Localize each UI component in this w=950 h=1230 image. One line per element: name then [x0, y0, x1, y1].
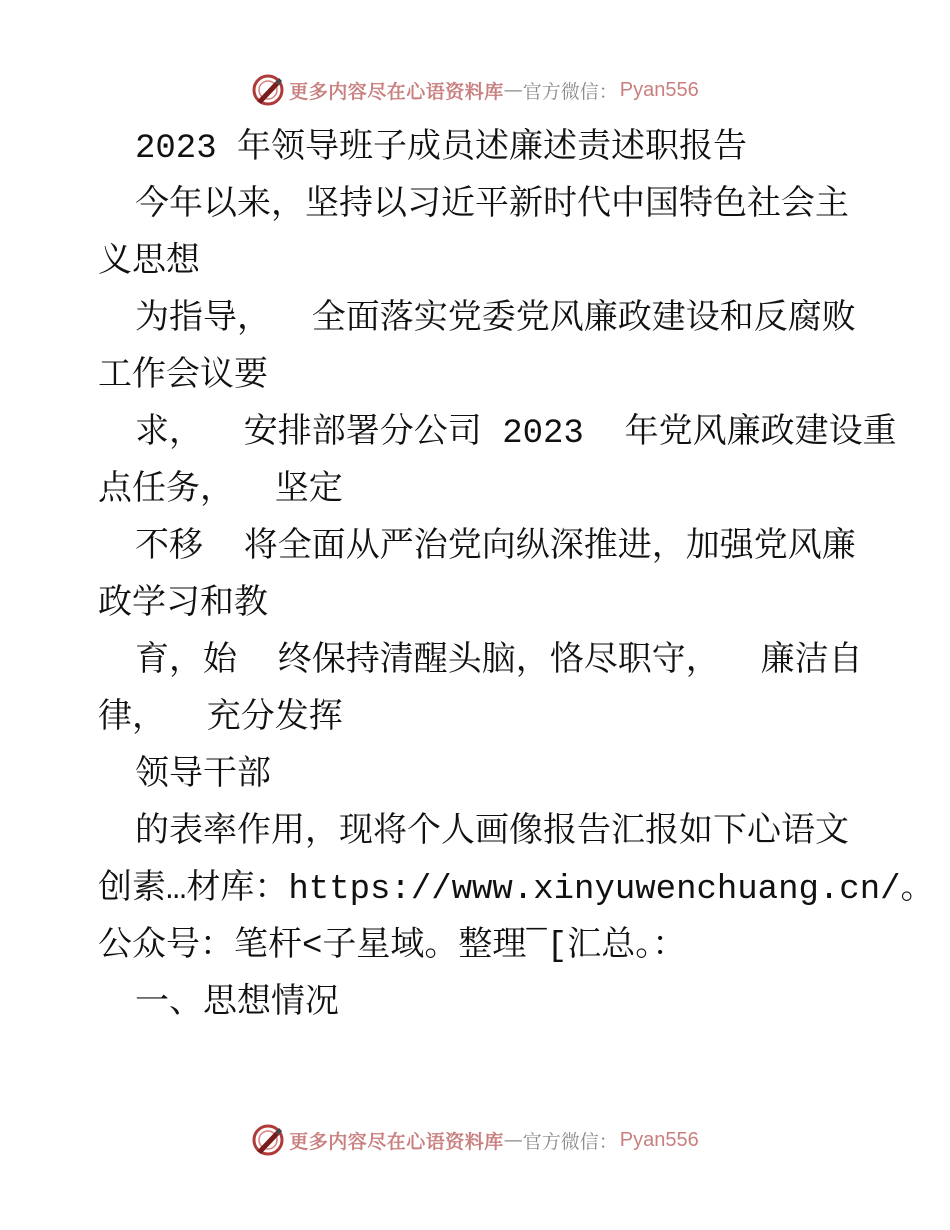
- text-line: 政学习和教: [98, 586, 268, 624]
- text-line: 育，始 终保持清醒头脑，恪尽职守， 廉洁自: [135, 643, 863, 681]
- banner-separator: —: [503, 79, 523, 101]
- red-pen-circle-logo-icon: [251, 73, 285, 107]
- text-line: 为指导， 全面落实党委党风廉政建设和反腐败: [135, 301, 856, 339]
- text-line: 的表率作用，现将个人画像报告汇报如下心语文: [135, 814, 849, 852]
- document-body: [98, 121, 935, 1033]
- text-line: 创素…材库：https://www.xinyuwenchuang.cn/。: [98, 871, 935, 909]
- banner-text: 更多内容尽在心语资料库: [289, 80, 504, 103]
- text-line: 一、思想情况: [135, 985, 339, 1023]
- banner-separator: —: [503, 1129, 523, 1151]
- red-pen-circle-logo-icon: [251, 1123, 285, 1157]
- banner-official-label: 官方微信：: [522, 80, 618, 103]
- footer-banner: [0, 1120, 950, 1160]
- text-line: 领导干部: [135, 757, 271, 795]
- text-line: 求， 安排部署分公司 2023 年党风廉政建设重: [135, 415, 897, 453]
- text-line: 律， 充分发挥: [98, 700, 343, 738]
- text-line: 今年以来，坚持以习近平新时代中国特色社会主: [135, 187, 849, 225]
- text-line: 工作会议要: [98, 358, 268, 396]
- text-line: 义思想: [98, 244, 200, 282]
- header-banner: [0, 70, 950, 110]
- text-line: 点任务， 坚定: [98, 472, 343, 510]
- banner-text: 更多内容尽在心语资料库: [289, 1130, 504, 1153]
- text-line: 2023 年领导班子成员述廉述责述职报告: [135, 130, 748, 168]
- text-line: 不移 将全面从严治党向纵深推进，加强党风廉: [135, 529, 856, 567]
- banner-official-label: 官方微信：: [522, 1130, 618, 1153]
- text-line: 公众号：笔杆<子星域。整理¯[汇总。：: [98, 928, 687, 966]
- banner-wechat-id: Pyan556: [619, 1128, 699, 1151]
- banner-wechat-id: Pyan556: [619, 78, 699, 101]
